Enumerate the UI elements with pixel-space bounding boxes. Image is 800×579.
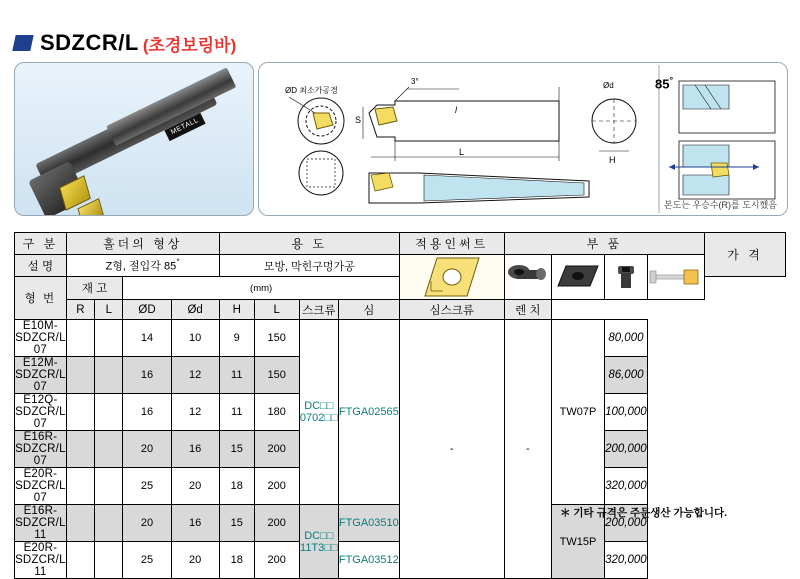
cell-stock-l [95,505,123,542]
cell-d: 12 [171,357,219,394]
cell-L: 200 [254,542,299,579]
product-photo [14,62,254,216]
cell-screw-code: FTGA03512 [338,542,399,579]
th-stock-l: L [95,300,123,320]
cell-shim-screw-code: - [504,320,551,579]
th-stock-r: R [66,300,94,320]
title-sub: (초경보링바) [142,35,237,55]
part-shim-screw-image-cell [605,255,648,300]
label-85-degree: 85° [655,75,674,92]
brand-logo: METALL [164,113,205,141]
cell-price: 80,000 [605,320,648,357]
cell-L: 200 [254,505,299,542]
cell-stock-l [95,468,123,505]
cell-shim-code: - [399,320,504,579]
cell-stock-r [66,468,94,505]
cell-stock-r [66,320,94,357]
cell-H: 9 [219,320,254,357]
th-dim-L: L [254,300,299,320]
cell-D: 16 [123,394,171,431]
drawing-note: 본도는 우승수(R)를 도시했음 [663,200,777,210]
cell-model: E20R-SDZCR/L 11 [15,542,66,578]
cell-H: 18 [219,542,254,579]
cell-H: 15 [219,505,254,542]
cell-model: E16R-SDZCR/L 11 [15,505,66,541]
technical-drawing-panel [258,62,788,216]
label-l: l [455,105,457,115]
cell-stock-l [95,320,123,357]
part-shim-image-cell [551,255,604,300]
cell-stock-l [95,431,123,468]
th-parts: 부 품 [504,233,704,255]
cell-insert-code: DC□□ 11T3□□ [299,505,338,579]
cell-model: E16R-SDZCR/L 07 [15,431,66,467]
th-dim-D: ØD [123,300,171,320]
footnote: ＊ 기타 규격은 주문생산 가능합니다. [560,507,728,519]
cell-price: 320,000 [605,542,648,579]
cell-model: E12M-SDZCR/L 07 [15,357,66,393]
cell-insert-code: DC□□ 0702□□ [299,320,338,505]
th-dim-H: H [219,300,254,320]
th-part-wrench: 렌 치 [504,300,551,320]
th-unit-mm: (mm) [123,277,399,300]
label-angle-3: 3° [411,77,419,86]
th-holder-shape: 홀더의 형상 [66,233,219,255]
cell-D: 20 [123,431,171,468]
td-explain-shape: Z형, 절입각 85° [66,255,219,277]
label-min-bore: ØD 최소가공경 [285,86,338,95]
cell-price: 320,000 [605,468,648,505]
label-L: L [459,147,465,157]
wrench-icon [648,262,704,292]
th-part-screw: 스크류 [299,300,338,320]
cell-H: 11 [219,357,254,394]
cell-D: 20 [123,505,171,542]
cell-model: E20R-SDZCR/L 07 [15,468,66,504]
shim-screw-icon [608,262,644,292]
label-Od: Ød [603,81,614,90]
title-bullet-icon [12,35,33,51]
cell-stock-l [95,357,123,394]
insert-diagram-cell [399,255,504,300]
cell-price: 200,000 [605,505,648,542]
cell-stock-r [66,505,94,542]
label-H: H [609,155,616,165]
cell-model: E12Q-SDZCR/L 07 [15,394,66,430]
cell-L: 150 [254,357,299,394]
th-explain-label: 설 명 [15,255,67,277]
cell-D: 16 [123,357,171,394]
shim-icon [552,262,604,292]
cell-D: 25 [123,468,171,505]
cell-d: 20 [171,542,219,579]
cell-screw-code: FTGA02565 [338,320,399,505]
cell-H: 15 [219,431,254,468]
th-usage: 용 도 [219,233,399,255]
cell-L: 200 [254,468,299,505]
cell-stock-l [95,394,123,431]
cell-H: 11 [219,394,254,431]
photo-inner [15,63,253,215]
table-row[interactable] [15,320,786,357]
cell-L: 180 [254,394,299,431]
th-gubun: 구 분 [15,233,67,255]
cell-d: 10 [171,320,219,357]
th-stock: 재 고 [66,277,123,300]
title-main: SDZCR/L [40,30,139,55]
cell-d: 12 [171,394,219,431]
cell-D: 25 [123,542,171,579]
cell-d: 16 [171,505,219,542]
page-title [14,30,236,56]
part-wrench-image-cell [647,255,704,300]
cell-L: 150 [254,320,299,357]
td-explain-usage: 모방, 막힌구멍가공 [219,255,399,277]
cell-H: 18 [219,468,254,505]
cell-stock-r [66,394,94,431]
cell-model: E10M-SDZCR/L 07 [15,320,66,356]
th-part-shim-screw: 심스크류 [399,300,504,320]
th-price: 가 격 [705,233,786,277]
drawing-svg [259,63,787,215]
cell-L: 200 [254,431,299,468]
cell-stock-l [95,542,123,579]
th-part-shim: 심 [338,300,399,320]
cell-price: 100,000 [605,394,648,431]
cell-d: 16 [171,431,219,468]
cell-screw-code: FTGA03510 [338,505,399,542]
th-model-no: 형 번 [15,277,67,320]
cell-d: 20 [171,468,219,505]
cell-price: 86,000 [605,357,648,394]
cell-price: 200,000 [605,431,648,468]
cell-stock-r [66,357,94,394]
cell-wrench-code: TW15P [551,505,604,579]
spec-table [14,232,786,579]
screw-icon [505,262,551,292]
th-insert: 적용인써트 [399,233,504,255]
th-dim-d: Ød [171,300,219,320]
part-screw-image-cell [504,255,551,300]
cell-stock-r [66,431,94,468]
cell-stock-r [66,542,94,579]
cell-D: 14 [123,320,171,357]
label-S: S [355,115,362,125]
insert-shape-icon [421,255,483,299]
cell-wrench-code: TW07P [551,320,604,505]
